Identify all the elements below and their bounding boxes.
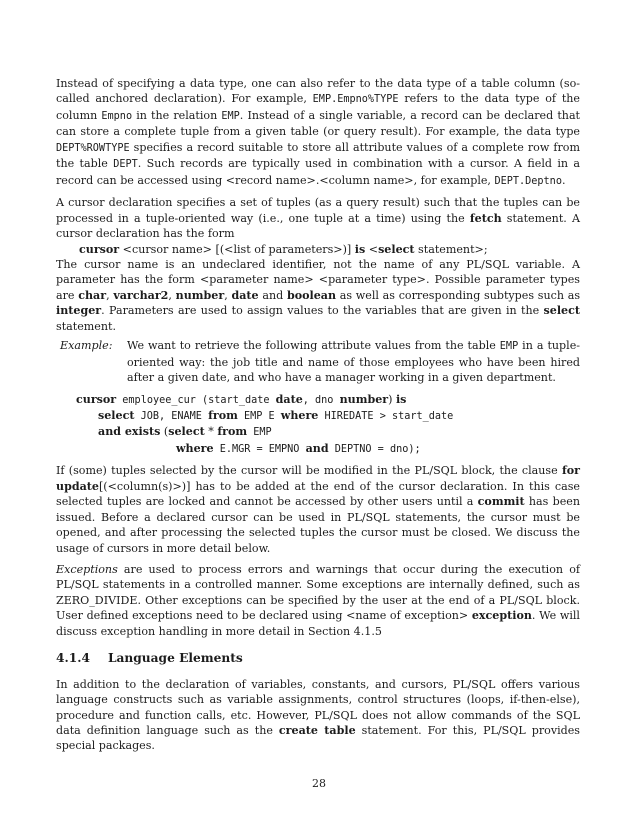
keyword-date: date [275, 392, 303, 406]
text: [(<column(s)>)] has to be added at the end of the cursor declaration. In this case selected tuples are locked and cannot be accessed by other users until a [56, 479, 580, 509]
text: We want to retrieve the following attribute values from the table [127, 339, 500, 353]
text: The cursor name is an undeclared identifier, not the name of any PL/SQL variable. A parameter has the form <parameter name> <parameter type>. Possible parameter types are [56, 257, 580, 302]
keyword-from: from [217, 425, 248, 439]
paragraph-for-update [56, 463, 580, 556]
code-emp-empno-type: EMP.Empno%TYPE [312, 94, 399, 106]
text: specifies a record suitable to store all attribute values of a complete row from the table [56, 140, 580, 171]
paragraph-language-elements [56, 677, 580, 754]
keyword-for-update: for update [56, 464, 580, 493]
cursor-form-syntax [56, 242, 580, 257]
code-text: EMP [247, 427, 272, 439]
text: in the relation [132, 108, 222, 122]
code-text: ) [388, 392, 396, 406]
example-text [127, 338, 580, 385]
text: statement. For this, PL/SQL provides special packages. [56, 724, 581, 753]
keyword-select: select [543, 304, 580, 318]
text: in a tuple-oriented way: the job title and name of those employees who have been hired after a given date, and who have a manager working in a given department. [127, 339, 581, 385]
keyword-number: number [339, 392, 389, 406]
code-text: DEPTNO = dno); [328, 443, 421, 455]
type-integer: integer [56, 304, 102, 318]
code-line [56, 441, 580, 457]
code-text: employee_cur (start_date [116, 394, 276, 406]
code-text: * [204, 425, 218, 439]
text: and [258, 288, 287, 302]
text: . We will discuss exception handling in more detail in Section 4.1.5 [56, 609, 580, 638]
paragraph-anchored-declaration [56, 76, 580, 189]
code-emp: EMP [221, 110, 240, 122]
text: statement>; [414, 242, 488, 256]
keyword-and: and [305, 441, 329, 455]
text: statement. [56, 319, 117, 333]
code-line [56, 424, 580, 440]
section-title: Language Elements [107, 651, 243, 666]
page-number: 28 [312, 777, 326, 790]
paragraph-exceptions [56, 562, 580, 639]
keyword-and-exists: and exists [98, 425, 161, 439]
keyword-fetch: fetch [469, 211, 502, 225]
text: If (some) tuples selected by the cursor will be modified in the PL/SQL block, the clause [56, 464, 562, 478]
example-label: Example: [60, 339, 113, 353]
text: , [168, 288, 176, 302]
keyword-from: from [208, 409, 238, 423]
code-dept-rowtype: DEPT%ROWTYPE [56, 142, 130, 154]
text: Instead of specifying a data type, one can also refer to the data type of a table column (so-called anchored declaration). For example, [56, 77, 580, 106]
keyword-select: select [168, 425, 205, 439]
paragraph-cursor-declaration [56, 195, 580, 241]
text: refers to the data type of the column [56, 92, 580, 122]
keyword-select: select [98, 409, 135, 423]
keyword-exception: exception [471, 609, 532, 623]
type-date: date [231, 288, 259, 302]
type-char: char [78, 288, 107, 302]
type-varchar2: varchar2 [113, 288, 169, 302]
code-text: HIREDATE > start_date [318, 411, 454, 423]
keyword-commit: commit [477, 495, 525, 509]
text: statement. A cursor declaration has the form [56, 211, 580, 241]
term-exceptions: Exceptions [56, 562, 118, 576]
text: . Instead of a single variable, a record can be declared that can store a complete tuple from a given table (or query result). For example, the data type [56, 108, 581, 139]
text: . Such records are typically used in combination with a cursor. A field in a record can be accessed using <record name>.<column name>, for example, [56, 157, 580, 187]
code-text: , dno [302, 394, 340, 406]
code-emp: EMP [499, 341, 519, 353]
type-boolean: boolean [286, 288, 337, 302]
code-text: ( [160, 425, 169, 439]
text: < [365, 242, 379, 256]
keyword-cursor: cursor [76, 392, 117, 406]
code-dept: DEPT [113, 159, 138, 171]
keyword-where: where [280, 409, 319, 423]
keyword-where: where [176, 441, 214, 455]
text: are used to process errors and warnings that occur during the execution of PL/SQL statements in a controlled manner. Some exceptions are internally defined, such as ZERO_DIVIDE. Other exceptions can be specified by the user at the end of a PL/SQL block. User defined exceptions need to be declared using <name of exception> [56, 562, 580, 623]
section-number: 4.1.4 [56, 651, 90, 666]
code-empno: Empno [101, 110, 133, 122]
text: . Parameters are used to assign values to the variables that are given in the [101, 304, 544, 318]
text: <cursor name> [(<list of parameters>)] [119, 242, 355, 256]
keyword-is: is [354, 242, 366, 256]
type-number: number [175, 288, 225, 302]
text: , [106, 288, 114, 302]
code-text: JOB, ENAME [134, 411, 209, 423]
paragraph-cursor-name [56, 257, 580, 334]
document-page [56, 76, 580, 754]
keyword-cursor: cursor [79, 242, 120, 256]
code-listing [56, 392, 580, 458]
text: , [224, 288, 232, 302]
keyword-create-table: create table [278, 724, 356, 738]
example-block [56, 338, 580, 385]
text: has been issued. Before a declared cursor can be used in PL/SQL statements, the cursor must be opened, and after processing the selected tuples the cursor must be closed. We discuss the usage of cursors in more detail below. [56, 495, 580, 555]
section-heading [56, 651, 580, 666]
text: . [561, 173, 566, 187]
text: In addition to the declaration of variables, constants, and cursors, PL/SQL offers various language constructs such as variable assignments, control structures (loops, if-then-else), procedure and function calls, etc. However, PL/SQL does not allow commands of the SQL data definition language such as the [56, 677, 580, 738]
keyword-select: select [378, 242, 415, 256]
code-dept-deptno: DEPT.Deptno [494, 175, 562, 187]
code-line [56, 408, 580, 424]
text: A cursor declaration specifies a set of tuples (as a query result) such that the tuples can be processed in a tuple-oriented way (i.e., one tuple at a time) using the [56, 196, 580, 225]
code-text: E.MGR = EMPNO [213, 443, 306, 455]
code-line [56, 392, 580, 408]
text: as well as corresponding subtypes such as [336, 288, 581, 302]
keyword-is: is [395, 392, 407, 406]
code-text: EMP E [237, 411, 281, 423]
